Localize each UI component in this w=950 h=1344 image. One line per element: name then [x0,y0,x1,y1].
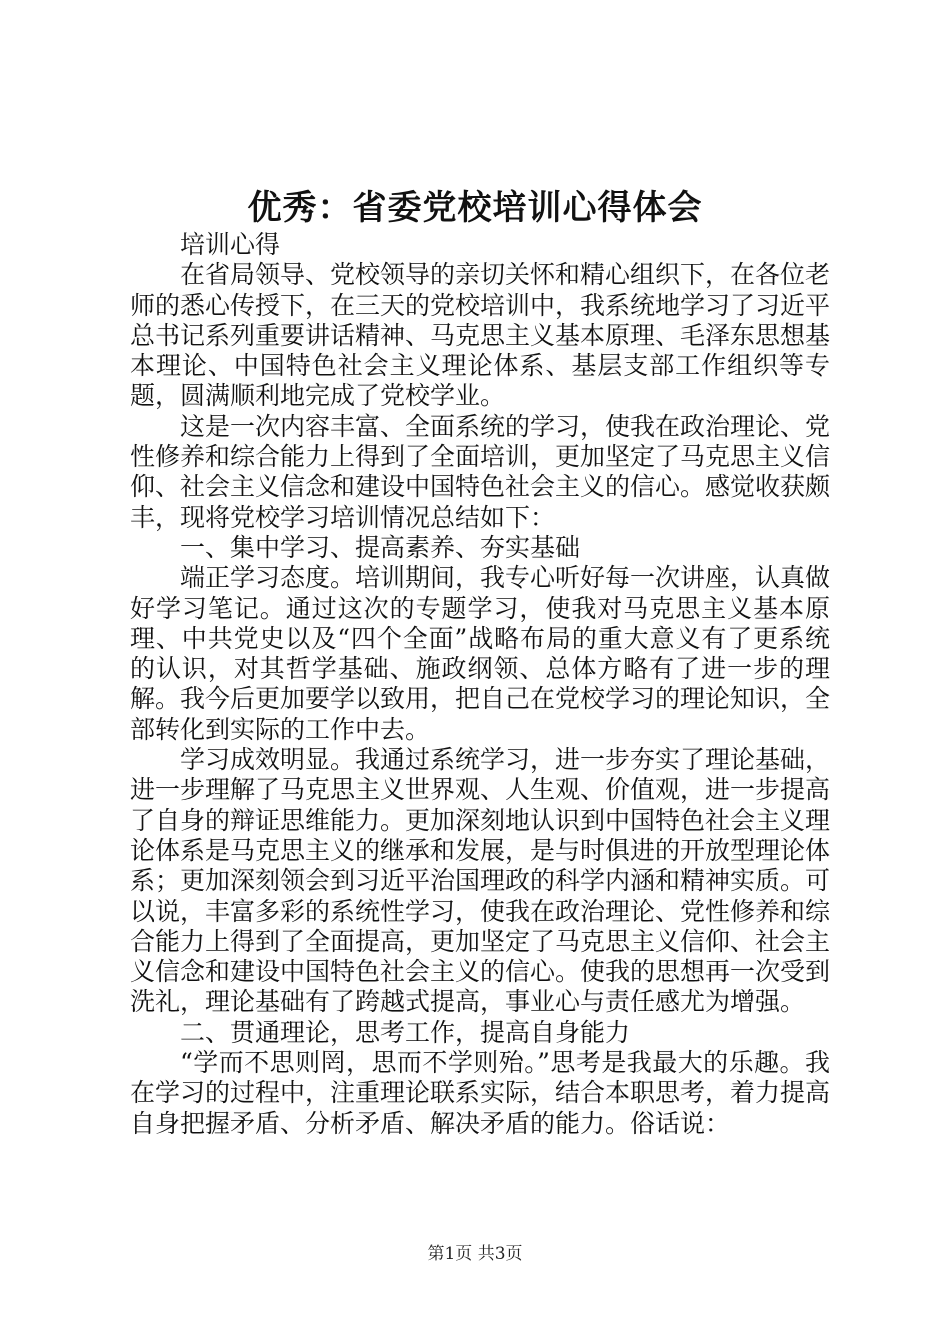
paragraph-intro: 在省局领导、党校领导的亲切关怀和精心组织下，在各位老师的悉心传授下，在三天的党校培训中，我系统地学习了习近平总书记系列重要讲话精神、马克思主义基本原理、毛泽东思想基本理论、中国特色社会主义理论体系、基层支部工作组织等专题，圆满顺利地完成了党校学业。 [130,260,831,411]
section-heading-2: 二、贯通理论，思考工作，提高自身能力 [180,1017,631,1047]
paragraph-summary: 这是一次内容丰富、全面系统的学习，使我在政治理论、党性修养和综合能力上得到了全面培训，更加坚定了马克思主义信仰、社会主义信念和建设中国特色社会主义的信心。感觉收获颇丰，现将党校学习培训情况总结如下： [130,411,831,532]
section-heading-1: 一、集中学习、提高素养、夯实基础 [180,532,581,562]
document-title: 优秀：省委党校培训心得体会 [247,188,703,228]
document-body [130,230,830,1139]
paragraph-attitude: 端正学习态度。培训期间，我专心听好每一次讲座，认真做好学习笔记。通过这次的专题学习，使我对马克思主义基本原理、中共党史以及“四个全面”战略布局的重大意义有了更系统的认识，对其哲学基础、施政纲领、总体方略有了进一步的理解。我今后更加要学以致用，把自己在党校学习的理论知识，全部转化到实际的工作中去。 [130,563,831,744]
heading-training-notes: 培训心得 [180,230,281,259]
paragraph-thinking: “学而不思则罔，思而不学则殆。”思考是我最大的乐趣。我在学习的过程中，注重理论联系实际，结合本职思考，着力提高自身把握矛盾、分析矛盾、解决矛盾的能力。俗话说： [130,1048,831,1138]
paragraph-results: 学习成效明显。我通过系统学习，进一步夯实了理论基础，进一步理解了马克思主义世界观、人生观、价值观，进一步提高了自身的辩证思维能力。更加深刻地认识到中国特色社会主义理论体系是马克思主义的继承和发展，是与时俱进的开放型理论体系；更加深刻领会到习近平治国理政的科学内涵和精神实质。可以说，丰富多彩的系统性学习，使我在政治理论、党性修养和综合能力上得到了全面提高，更加坚定了马克思主义信仰、社会主义信念和建设中国特色社会主义的信心。使我的思想再一次受到洗礼，理论基础有了跨越式提高，事业心与责任感尤为增强。 [130,745,831,1017]
page-number: 第1页 共3页 [427,1244,523,1264]
